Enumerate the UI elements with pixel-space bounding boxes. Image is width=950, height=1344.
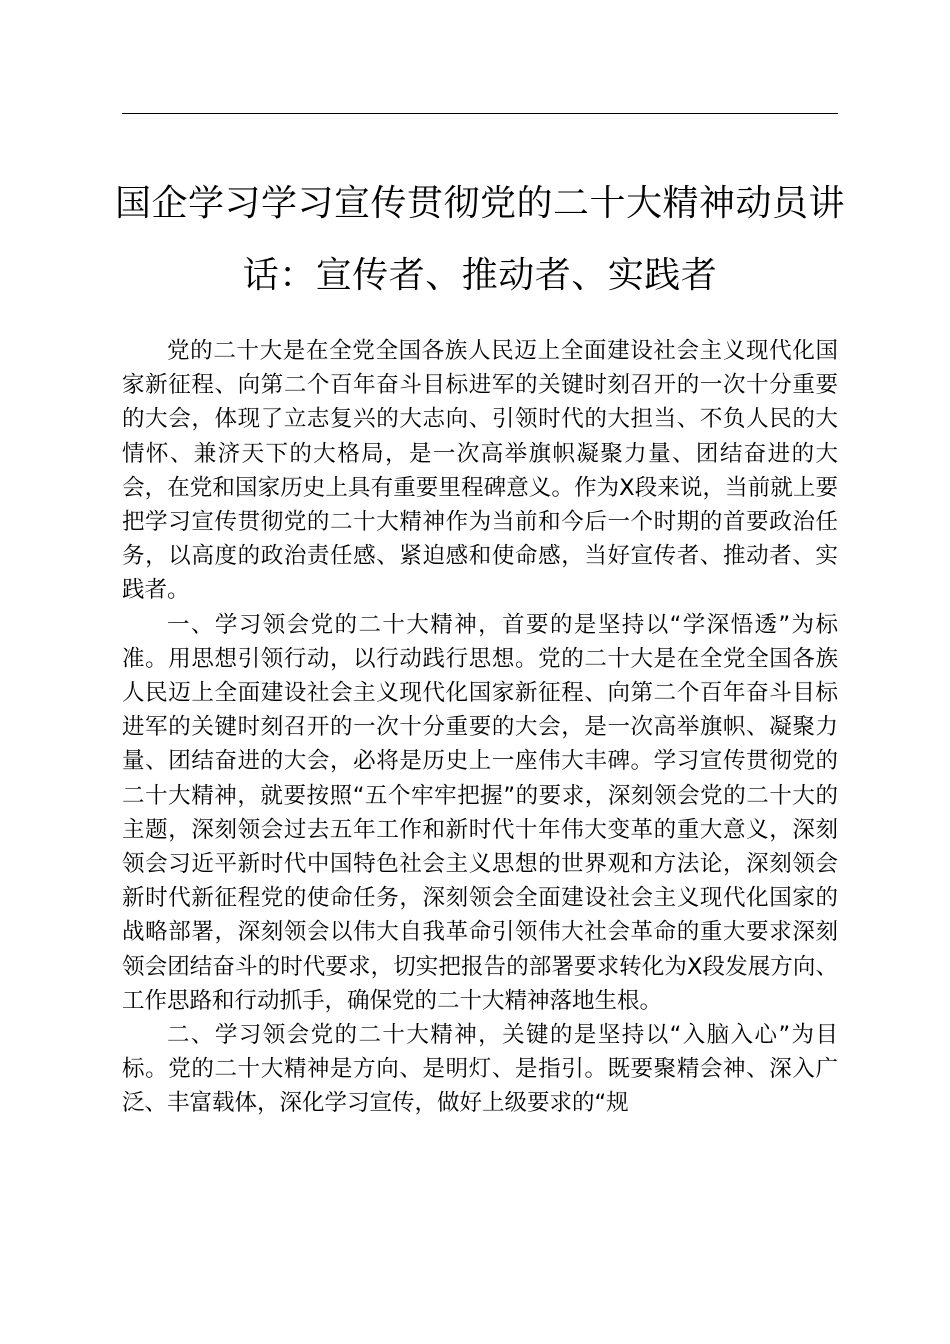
header-rule	[122, 113, 838, 114]
paragraph-section-1: 一、学习领会党的二十大精神，首要的是坚持以“学深悟透”为标准。用思想引领行动，以行动践行思想。党的二十大是在全党全国各族人民迈上全面建设社会主义现代化国家新征程、向第二个百年奋斗目标进军的关键时刻召开的一次十分重要的大会，是一次高举旗帜、凝聚力量、团结奋进的大会，必将是历史上一座伟大丰碑。学习宣传贯彻党的二十大精神，就要按照“五个牢牢把握”的要求，深刻领会党的二十大的主题，深刻领会过去五年工作和新时代十年伟大变革的重大意义，深刻领会习近平新时代中国特色社会主义思想的世界观和方法论，深刻领会新时代新征程党的使命任务，深刻领会全面建设社会主义现代化国家的战略部署，深刻领会以伟大自我革命引领伟大社会革命的重大要求深刻领会团结奋斗的时代要求，切实把报告的部署要求转化为X段发展方向、工作思路和行动抓手，确保党的二十大精神落地生根。	[122, 611, 838, 1014]
paragraph-intro: 党的二十大是在全党全国各族人民迈上全面建设社会主义现代化国家新征程、向第二个百年奋斗目标进军的关键时刻召开的一次十分重要的大会，体现了立志复兴的大志向、引领时代的大担当、不负人民的大情怀、兼济天下的大格局，是一次高举旗帜凝聚力量、团结奋进的大会，在党和国家历史上具有重要里程碑意义。作为X段来说，当前就上要把学习宣传贯彻党的二十大精神作为当前和今后一个时期的首要政治任务，以高度的政治责任感、紧迫感和使命感，当好宣传者、推动者、实践者。	[122, 338, 838, 604]
title-line-1: 国企学习学习宣传贯彻党的二十大精神动员讲	[114, 183, 845, 224]
title-line-2: 话：宣传者、推动者、实践者	[242, 255, 718, 296]
document-body	[122, 334, 838, 1121]
paragraph-section-2: 二、学习领会党的二十大精神，关键的是坚持以“入脑入心”为目标。党的二十大精神是方向、是明灯、是指引。既要聚精会神、深入广泛、丰富载体，深化学习宣传，做好上级要求的“规	[122, 1022, 838, 1117]
document-title	[110, 168, 850, 312]
